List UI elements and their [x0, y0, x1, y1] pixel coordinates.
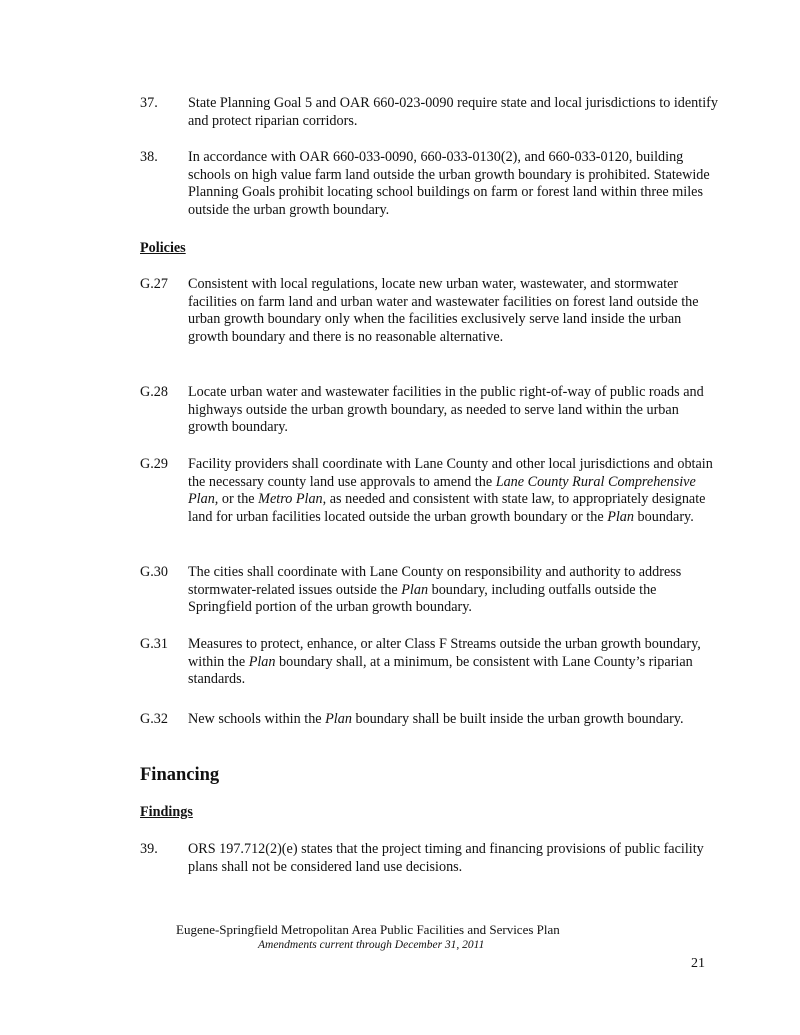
section-title-financing: Financing: [140, 765, 220, 785]
item-text: [188, 636, 720, 689]
item-text: [188, 711, 720, 729]
policies-heading: Policies: [140, 240, 186, 256]
text-run: Consistent with local regulations, locate new urban water, wastewater, and stormwater facilities on farm land and urban water and wastewater facilities on forest land outside the urban growth boundary only when the facilities exclusively serve land inside the urban growth boundary and there is no reasonable alternative.: [188, 276, 699, 345]
policy-g28: [140, 384, 720, 437]
item-text: [188, 276, 720, 346]
text-run: boundary shall, at a minimum, be consistent with Lane County’s riparian standards.: [188, 653, 693, 688]
item-number: 39.: [140, 841, 158, 857]
text-run: ORS 197.712(2)(e) states that the project timing and financing provisions of public facility plans shall not be considered land use decisions.: [188, 841, 704, 875]
item-number: G.30: [140, 564, 168, 580]
text-run: Locate urban water and wastewater facilities in the public right-of-way of public roads and highways outside the urban growth boundary, as needed to serve land within the urban growth boundary.: [188, 384, 704, 436]
text-run: Facility providers shall coordinate with Lane County and other local jurisdictions and obtain the necessary county land use approvals to amend the: [188, 456, 713, 490]
item-number: 38.: [140, 149, 158, 165]
italic-text: Metro Plan: [258, 491, 323, 508]
policy-g31: [140, 636, 720, 689]
item-text: [188, 384, 720, 437]
text-run: boundary shall be built inside the urban growth boundary.: [351, 711, 684, 727]
policy-g32: [140, 711, 720, 729]
item-text: [188, 564, 720, 617]
italic-text: Lane County Rural Comprehensive Plan,: [188, 473, 696, 508]
item-number: 37.: [140, 95, 158, 111]
item-text: [188, 456, 720, 526]
text-run: boundary, including outfalls outside the Springfield portion of the urban growth boundary.: [188, 581, 657, 616]
item-number: G.27: [140, 276, 168, 292]
finding-38: [140, 149, 720, 219]
text-run: or the: [218, 491, 259, 508]
italic-text: Plan: [607, 508, 634, 525]
item-number: G.29: [140, 456, 168, 472]
italic-text: Plan: [325, 711, 352, 727]
text-run: In accordance with OAR 660-033-0090, 660-033-0130(2), and 660-033-0120, building schools on high value farm land outside the urban growth boundary is prohibited. Statewide Planning Goals prohibit locating school buildings on farm or forest land within three miles outside the urban growth boundary.: [188, 149, 710, 218]
footer-title: Eugene-Springfield Metropolitan Area Public Facilities and Services Plan: [176, 922, 560, 937]
footer-subtitle: Amendments current through December 31, 2011: [258, 939, 485, 951]
text-run: New schools within the: [188, 711, 326, 727]
item-text: [188, 149, 720, 219]
text-run: Measures to protect, enhance, or alter Class F Streams outside the urban growth boundary, within the: [188, 636, 701, 670]
item-number: G.31: [140, 636, 168, 652]
italic-text: Plan: [248, 653, 276, 670]
finding-37: [140, 95, 720, 130]
findings-heading: Findings: [140, 804, 193, 820]
text-run: The cities shall coordinate with Lane County on responsibility and authority to address stormwater-related issues outside the: [188, 564, 682, 598]
item-text: [188, 95, 720, 130]
policy-g29: [140, 456, 720, 526]
policy-g27: [140, 276, 720, 346]
text-run: State Planning Goal 5 and OAR 660-023-0090 require state and local jurisdictions to identify and protect riparian corridors.: [188, 95, 718, 129]
italic-text: Plan: [401, 581, 429, 598]
text-run: , as needed and consistent with state law, to appropriately designate land for urban facilities located outside the urban growth boundary or the: [188, 491, 706, 525]
finding-39: [140, 841, 720, 876]
policy-g30: [140, 564, 720, 617]
text-run: boundary.: [634, 508, 694, 525]
item-text: [188, 841, 720, 876]
item-number: G.28: [140, 384, 168, 400]
page-number: 21: [691, 956, 705, 971]
item-number: G.32: [140, 711, 168, 727]
